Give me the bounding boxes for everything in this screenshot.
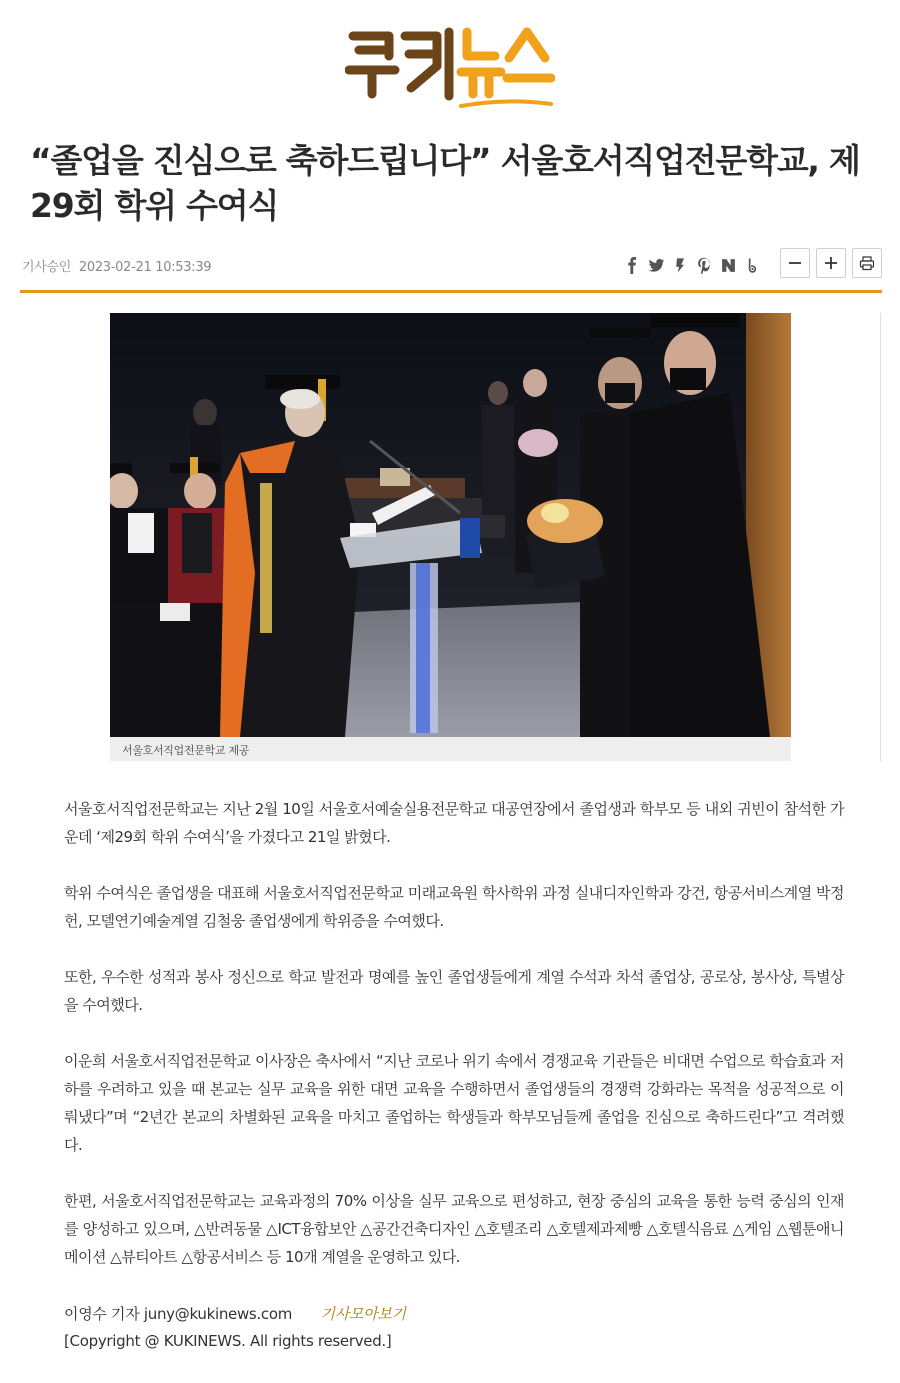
approved-timestamp: 2023-02-21 10:53:39: [78, 260, 212, 275]
print-button[interactable]: [852, 248, 882, 278]
print-icon: [859, 255, 875, 271]
approval-info: [22, 256, 211, 275]
plus-icon: [823, 255, 839, 271]
byline: [64, 1300, 406, 1328]
graduation-ceremony-photo[interactable]: [110, 313, 791, 737]
article-paragraph: 서울호서직업전문학교는 지난 2월 10일 서울호서예술실용전문학교 대공연장에서 졸업생과 학부모 등 내외 귀빈이 참석한 가운데 ‘제29회 학위 수여식’을 가졌다고 21일 밝혔다.: [64, 800, 844, 846]
article-paragraph: 한편, 서울호서직업전문학교는 교육과정의 70% 이상을 실무 교육으로 편성하고, 현장 중심의 교육을 통한 능력 중심의 인재를 양성하고 있으며, △반려동물 △ICT융합보안 △공간건축디자인 △호텔조리 △호텔제과제빵 △호텔식음료 △게임 △웹툰애니메이션 △뷰티아트 △항공서비스 등 10개 계열을 운영하고 있다.: [64, 1192, 844, 1266]
article-paragraph: 또한, 우수한 성적과 봉사 정신으로 학교 발전과 명예를 높인 졸업생들에게 계열 수석과 차석 졸업상, 공로상, 봉사상, 특별상을 수여했다.: [64, 968, 844, 1014]
article-figure: [110, 313, 791, 761]
article-paragraph: 이운희 서울호서직업전문학교 이사장은 축사에서 “지난 코로나 위기 속에서 경쟁교육 기관들은 비대면 수업으로 학습효과 저하를 우려하고 있을 때 본교는 실무 교육을 위한 대면 교육을 수행하면서 졸업생들의 경쟁력 강화라는 목적을 성공적으로 이뤄냈다”며 “2년간 본교의 차별화된 교육을 마치고 졸업하는 학생들과 학부모님들께 졸업을 진심으로 축하드린다”고 격려했다.: [64, 1052, 844, 1154]
pinterest-icon[interactable]: [692, 253, 716, 277]
side-rule: [880, 313, 881, 762]
site-logo[interactable]: [0, 22, 900, 112]
copyright-notice: [Copyright @ KUKINEWS. All rights reserved.]: [64, 1332, 392, 1350]
kakaostory-icon[interactable]: [668, 253, 692, 277]
minus-icon: [787, 255, 803, 271]
more-articles-link[interactable]: 기사모아보기: [320, 1305, 406, 1323]
naver-icon[interactable]: [716, 253, 740, 277]
share-bar: [620, 252, 764, 278]
font-decrease-button[interactable]: [780, 248, 810, 278]
article-meta-row: [20, 248, 882, 282]
font-increase-button[interactable]: [816, 248, 846, 278]
reporter-info: 이영수 기자 juny@kukinews.com: [64, 1305, 293, 1323]
twitter-icon[interactable]: [644, 253, 668, 277]
header-divider: [20, 290, 882, 293]
article-tools: [780, 248, 882, 278]
article-paragraph: 학위 수여식은 졸업생을 대표해 서울호서직업전문학교 미래교육원 학사학위 과정 실내디자인학과 강건, 항공서비스계열 박정헌, 모델연기예술계열 김철웅 졸업생에게 학위증을 수여했다.: [64, 884, 844, 930]
approved-label: 기사승인: [22, 260, 72, 275]
kukinews-logo: [345, 22, 555, 112]
facebook-icon[interactable]: [620, 253, 644, 277]
article-headline: “졸업을 진심으로 축하드립니다” 서울호서직업전문학교, 제29회 학위 수여식: [30, 141, 860, 225]
photo-caption: 서울호서직업전문학교 제공: [110, 737, 791, 761]
band-icon[interactable]: [740, 253, 764, 277]
article-body: [64, 795, 844, 1299]
